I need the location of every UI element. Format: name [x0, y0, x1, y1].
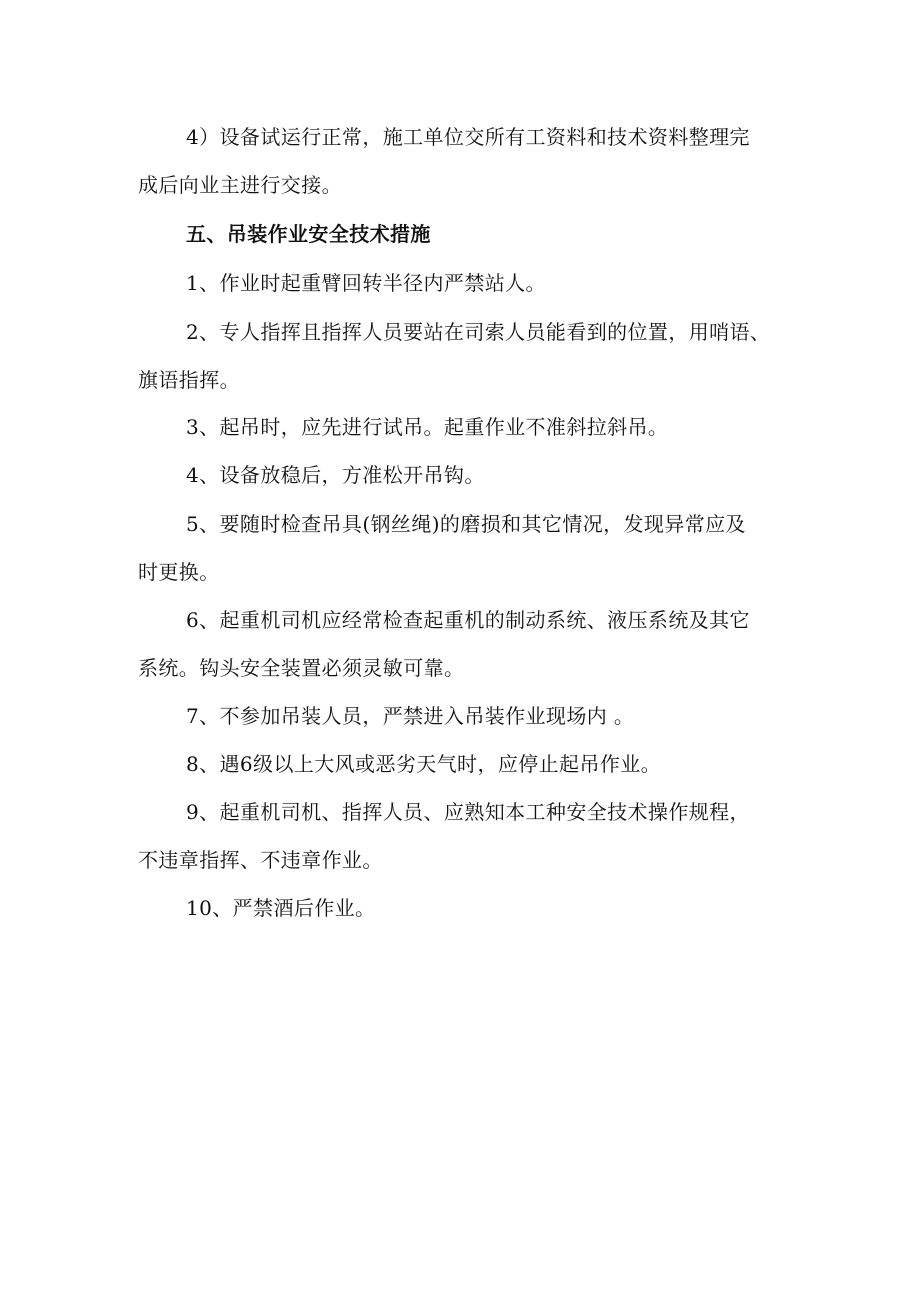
list-item: 2、专人指挥且指挥人员要站在司索人员能看到的位置，用哨语、 [186, 320, 771, 344]
list-item-continuation: 时更换。 [138, 560, 220, 584]
list-item: 10、严禁酒后作业。 [186, 896, 376, 920]
list-item: 8、遇6级以上大风或恶劣天气时，应停止起吊作业。 [186, 752, 662, 776]
list-item-continuation: 不违章指挥、不违章作业。 [138, 848, 383, 872]
list-item: 1、作业时起重臂回转半径内严禁站人。 [186, 271, 546, 295]
list-item: 4、设备放稳后，方准松开吊钩。 [186, 463, 485, 487]
list-item: 5、要随时检查吊具(钢丝绳)的磨损和其它情况，发现异常应及 [186, 512, 746, 536]
list-item-continuation: 系统。钩头安全装置必须灵敏可靠。 [138, 656, 465, 680]
section-heading: 五、吊装作业安全技术措施 [186, 222, 431, 246]
list-item: 7、不参加吊装人员，严禁进入吊装作业现场内 。 [186, 704, 635, 728]
list-item: 3、起吊时，应先进行试吊。起重作业不准斜拉斜吊。 [186, 415, 669, 439]
paragraph-line: 成后向业主进行交接。 [138, 173, 342, 197]
list-item: 9、起重机司机、指挥人员、应熟知本工种安全技术操作规程， [186, 800, 750, 824]
list-item: 6、起重机司机应经常检查起重机的制动系统、液压系统及其它 [186, 608, 750, 632]
paragraph-line: 4）设备试运行正常，施工单位交所有工资料和技术资料整理完 [186, 125, 750, 149]
list-item-continuation: 旗语指挥。 [138, 368, 240, 392]
